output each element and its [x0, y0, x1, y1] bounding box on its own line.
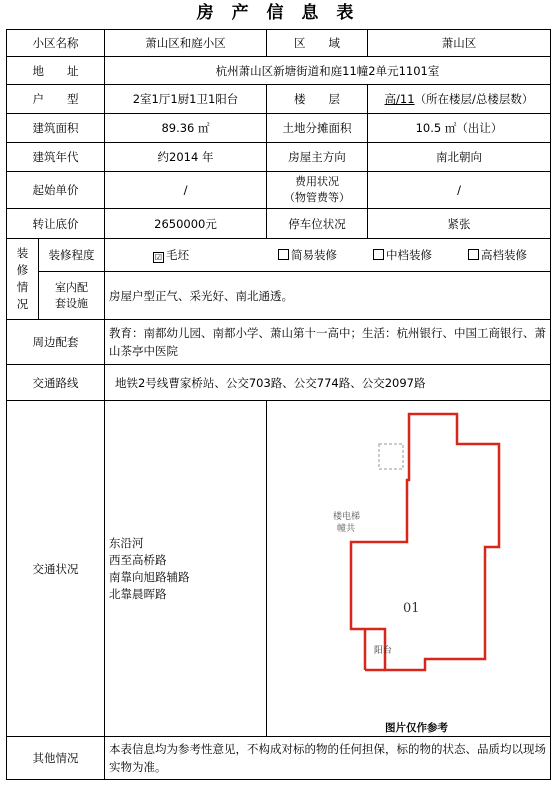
table-row [7, 57, 551, 85]
decoration-option-label: 毛坯 [166, 248, 189, 262]
floor-value-note: （所在楼层/总楼层数） [414, 92, 534, 106]
fee-label-line: （物管费等） [284, 191, 350, 204]
floorplan [267, 402, 550, 736]
floor-label: 楼 层 [267, 85, 368, 114]
parking-value: 紧张 [368, 209, 551, 239]
table-row [7, 209, 551, 239]
traffic-direction: 东沿河 [109, 535, 144, 550]
stair-label: 楼电梯 [333, 511, 361, 522]
table-row [7, 114, 551, 143]
table-row [7, 30, 551, 57]
fee-label [267, 172, 368, 209]
traffic-direction: 北靠晨晖路 [109, 586, 167, 601]
table-row [7, 401, 551, 737]
checkbox-icon [373, 249, 384, 260]
traffic-direction: 西至高桥路 [109, 552, 167, 567]
layout-label: 户 型 [7, 85, 105, 114]
land-area-label: 土地分摊面积 [267, 114, 368, 143]
table-row [7, 320, 551, 365]
surroundings-label: 周边配套 [7, 320, 105, 365]
decoration-option-label: 高档装修 [481, 248, 527, 262]
transport-route-label: 交通路线 [7, 365, 105, 401]
facility-value: 房屋户型正气、采光好、南北通透。 [105, 272, 551, 320]
stair-label: 幢共 [337, 523, 356, 534]
floorplan-walls [351, 414, 499, 670]
year-label: 建筑年代 [7, 143, 105, 172]
facility-label-line: 套设施 [55, 296, 88, 310]
traffic-direction: 南靠向旭路辅路 [109, 569, 190, 584]
fee-label-line: 费用状况 [295, 175, 339, 188]
table-row [7, 272, 551, 320]
orientation-label: 房屋主方向 [267, 143, 368, 172]
traffic-directions [105, 401, 267, 737]
floorplan-cell [267, 401, 551, 737]
start-price-value: / [105, 172, 267, 209]
land-area-value: 10.5 ㎡（出让） [368, 114, 551, 143]
address-label: 地 址 [7, 57, 105, 85]
reserve-price-label: 转让底价 [7, 209, 105, 239]
decoration-option[interactable] [109, 247, 248, 263]
reserve-price-value: 2650000元 [105, 209, 267, 239]
floor-value [368, 85, 551, 114]
decoration-group-label [7, 239, 39, 320]
checkbox-icon [278, 249, 289, 260]
fee-value: / [368, 172, 551, 209]
facility-label-line: 室内配 [55, 280, 88, 294]
decoration-option[interactable] [373, 247, 468, 263]
district-label: 区 域 [267, 30, 368, 57]
table-row [7, 143, 551, 172]
table-row [7, 365, 551, 401]
transport-route-value: 地铁2号线曹家桥站、公交703路、公交774路、公交2097路 [105, 365, 551, 401]
table-row [7, 737, 551, 780]
table-row [7, 172, 551, 209]
page-title: 房 产 信 息 表 [196, 3, 360, 23]
start-price-label: 起始单价 [7, 172, 105, 209]
year-value: 约2014 年 [105, 143, 267, 172]
address-value: 杭州萧山区新塘街道和庭11幢2单元1101室 [105, 57, 551, 85]
table-row [7, 239, 551, 272]
other-label: 其他情况 [7, 737, 105, 780]
decoration-option[interactable] [468, 247, 527, 263]
floor-value-link[interactable]: 高/11 [384, 92, 415, 106]
area-value: 89.36 ㎡ [105, 114, 267, 143]
floorplan-image [267, 402, 551, 736]
checkbox-icon [468, 249, 479, 260]
decoration-degree-label: 装修程度 [39, 239, 105, 272]
district-value: 萧山区 [368, 30, 551, 57]
unit-number: 01 [403, 600, 420, 616]
balcony-label: 阳台 [374, 645, 393, 656]
orientation-value: 南北朝向 [368, 143, 551, 172]
property-info-table [6, 29, 551, 780]
decoration-group-text: 装修情况 [16, 246, 29, 311]
table-row [7, 85, 551, 114]
parking-label: 停车位状况 [267, 209, 368, 239]
floorplan-caption: 图片仅作参考 [385, 721, 448, 734]
area-label: 建筑面积 [7, 114, 105, 143]
checkbox-icon: ☑ [154, 253, 163, 262]
layout-value: 2室1厅1厨1卫1阳台 [105, 85, 267, 114]
traffic-label: 交通状况 [7, 401, 105, 737]
community-value: 萧山区和庭小区 [105, 30, 267, 57]
decoration-options [105, 239, 551, 272]
decoration-option-label: 简易装修 [291, 248, 337, 262]
other-value: 本表信息均为参考性意见，不构成对标的物的任何担保，标的物的状态、品质均以现场实物为准。 [105, 737, 551, 780]
stair-dashed-box [379, 444, 403, 469]
decoration-option-label: 中档装修 [386, 248, 432, 262]
decoration-option[interactable] [248, 247, 373, 263]
facility-label [39, 272, 105, 320]
surroundings-value: 教育：南都幼儿园、南都小学、萧山第十一高中；生活：杭州银行、中国工商银行、萧山茶亭中医院 [105, 320, 551, 365]
community-label: 小区名称 [7, 30, 105, 57]
